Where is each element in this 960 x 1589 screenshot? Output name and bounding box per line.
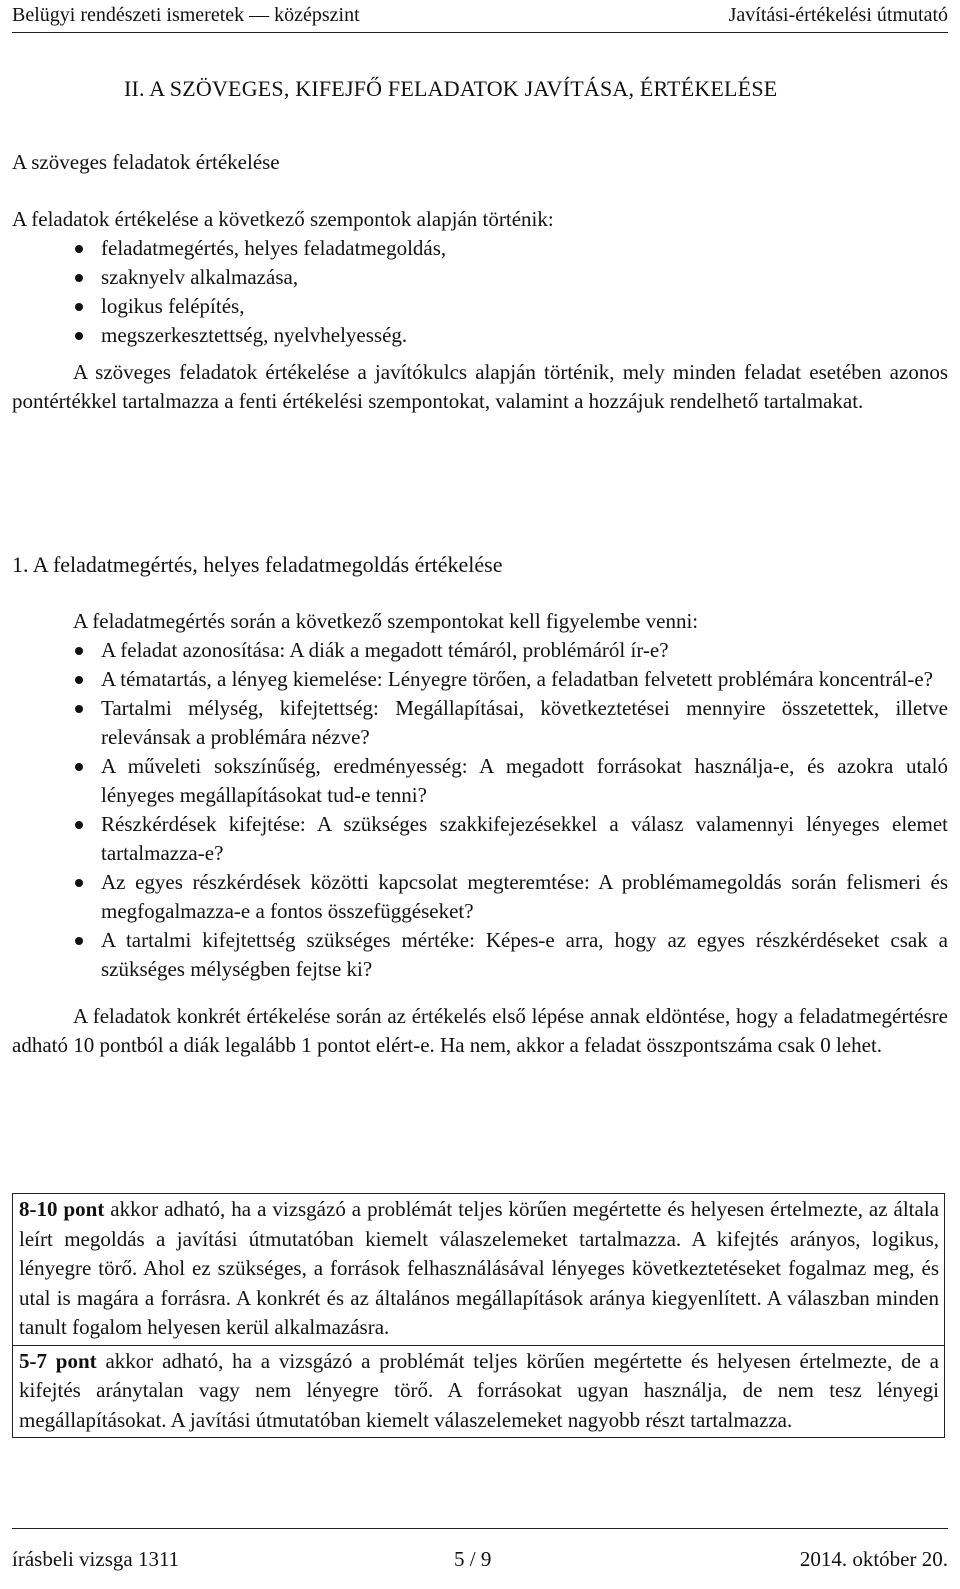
footer-page-number: 5 / 9 (454, 1547, 492, 1571)
criteria-item: szaknyelv alkalmazása, (12, 263, 948, 292)
scoring-band-5-7 (13, 1345, 944, 1438)
page-footer (12, 1528, 948, 1579)
subsection-title: A szöveges feladatok értékelése (12, 150, 280, 174)
scoring-band-8-10 (13, 1194, 944, 1345)
question-1-item: Tartalmi mélység, kifejtettség: Megállapításai, következtetései mennyire összetettek, illetve relevánsak a problémára nézve? (12, 694, 948, 752)
header-doc-type: Javítási-értékelési útmutató (728, 4, 948, 26)
question-1-intro: A feladatmegértés során a következő szempontokat kell figyelembe venni: (73, 609, 699, 633)
criteria-list (12, 234, 948, 350)
question-1-block (12, 607, 948, 1060)
question-1-item: A tématartás, a lényeg kiemelése: Lényegre törően, a feladatban felvetett problémára koncentrál-e? (12, 665, 948, 694)
question-1-criteria-list (12, 636, 948, 984)
question-1-item: A tartalmi kifejtettség szükséges mértéke: Képes-e arra, hogy az egyes részkérdéseket csak a szükséges mélységben fejtse ki? (12, 926, 948, 984)
footer-date: 2014. október 20. (799, 1547, 948, 1571)
question-1-item: Részkérdések kifejtése: A szükséges szakkifejezésekkel a válasz valamennyi lényeges elemet tartalmazza-e? (12, 810, 948, 868)
header-exam-title: Belügyi rendészeti ismeretek — középszint (12, 4, 360, 26)
scoring-points: 5-7 pont (19, 1348, 97, 1373)
question-1-item: A feladat azonosítása: A diák a megadott témáról, problémáról ír-e? (12, 636, 948, 665)
footer-exam-id: írásbeli vizsga 1311 (12, 1547, 180, 1571)
criteria-intro: A feladatok értékelése a következő szempontok alapján történik: (12, 207, 554, 231)
section-title: II. A SZÖVEGES, KIFEJFŐ FELADATOK JAVÍTÁSA, ÉRTÉKELÉSE (124, 76, 778, 101)
question-1-item: Az egyes részkérdések közötti kapcsolat megteremtése: A problémamegoldás során felismeri és megfogalmazza-e a fontos összefüggéseket? (12, 868, 948, 926)
question-1-item: A műveleti sokszínűség, eredményesség: A megadott forrásokat használja-e, és azokra utaló lényeges megállapításokat tud-e tenni? (12, 752, 948, 810)
scoring-box (12, 1193, 945, 1438)
criteria-item: logikus felépítés, (12, 292, 948, 321)
criteria-item: megszerkesztettség, nyelvhelyesség. (12, 321, 948, 350)
criteria-block (12, 205, 948, 416)
scoring-points: 8-10 pont (19, 1197, 105, 1221)
criteria-item: feladatmegértés, helyes feladatmegoldás, (12, 234, 948, 263)
question-1-note: A feladatok konkrét értékelése során az értékelés első lépése annak eldöntése, hogy a feladatmegértésre adható 10 pontból a diák legalább 1 pontot elért-e. Ha nem, akkor a feladat összpontszáma csak 0 lehet. (12, 1004, 948, 1057)
scoring-description: akkor adható, ha a vizsgázó a problémát teljes körűen megértette és helyesen értelmezte, de a kifejtés aránytalan vagy nem lényegre törő. A forrásokat ugyan használja, de nem tesz lényegi megállapításokat. A javítási útmutatóban kiemelt válaszelemeket nagyobb részt tartalmazza. (19, 1348, 939, 1432)
page-header (12, 2, 948, 33)
question-1-title: 1. A feladatmegértés, helyes feladatmegoldás értékelése (12, 552, 503, 577)
scoring-description: akkor adható, ha a vizsgázó a problémát teljes körűen megértette és helyesen értelmezte, az általa leírt megoldás a javítási útmutatóban kiemelt válaszelemeket tartalmazza. A kifejtés arányos, logikus, lényegre törő. Ahol ez szükséges, a források felhasználásával lényeges következtetéseket fogalmaz meg, és utal is magára a forrásra. A konkrét és az általános megállapítások aránya kiegyenlített. A válaszban minden tanult fogalom helyesen kerül alkalmazásra. (19, 1197, 939, 1339)
criteria-note: A szöveges feladatok értékelése a javítókulcs alapján történik, mely minden feladat esetében azonos pontértékkel tartalmazza a fenti értékelési szempontokat, valamint a hozzájuk rendelhető tartalmakat. (12, 360, 948, 413)
